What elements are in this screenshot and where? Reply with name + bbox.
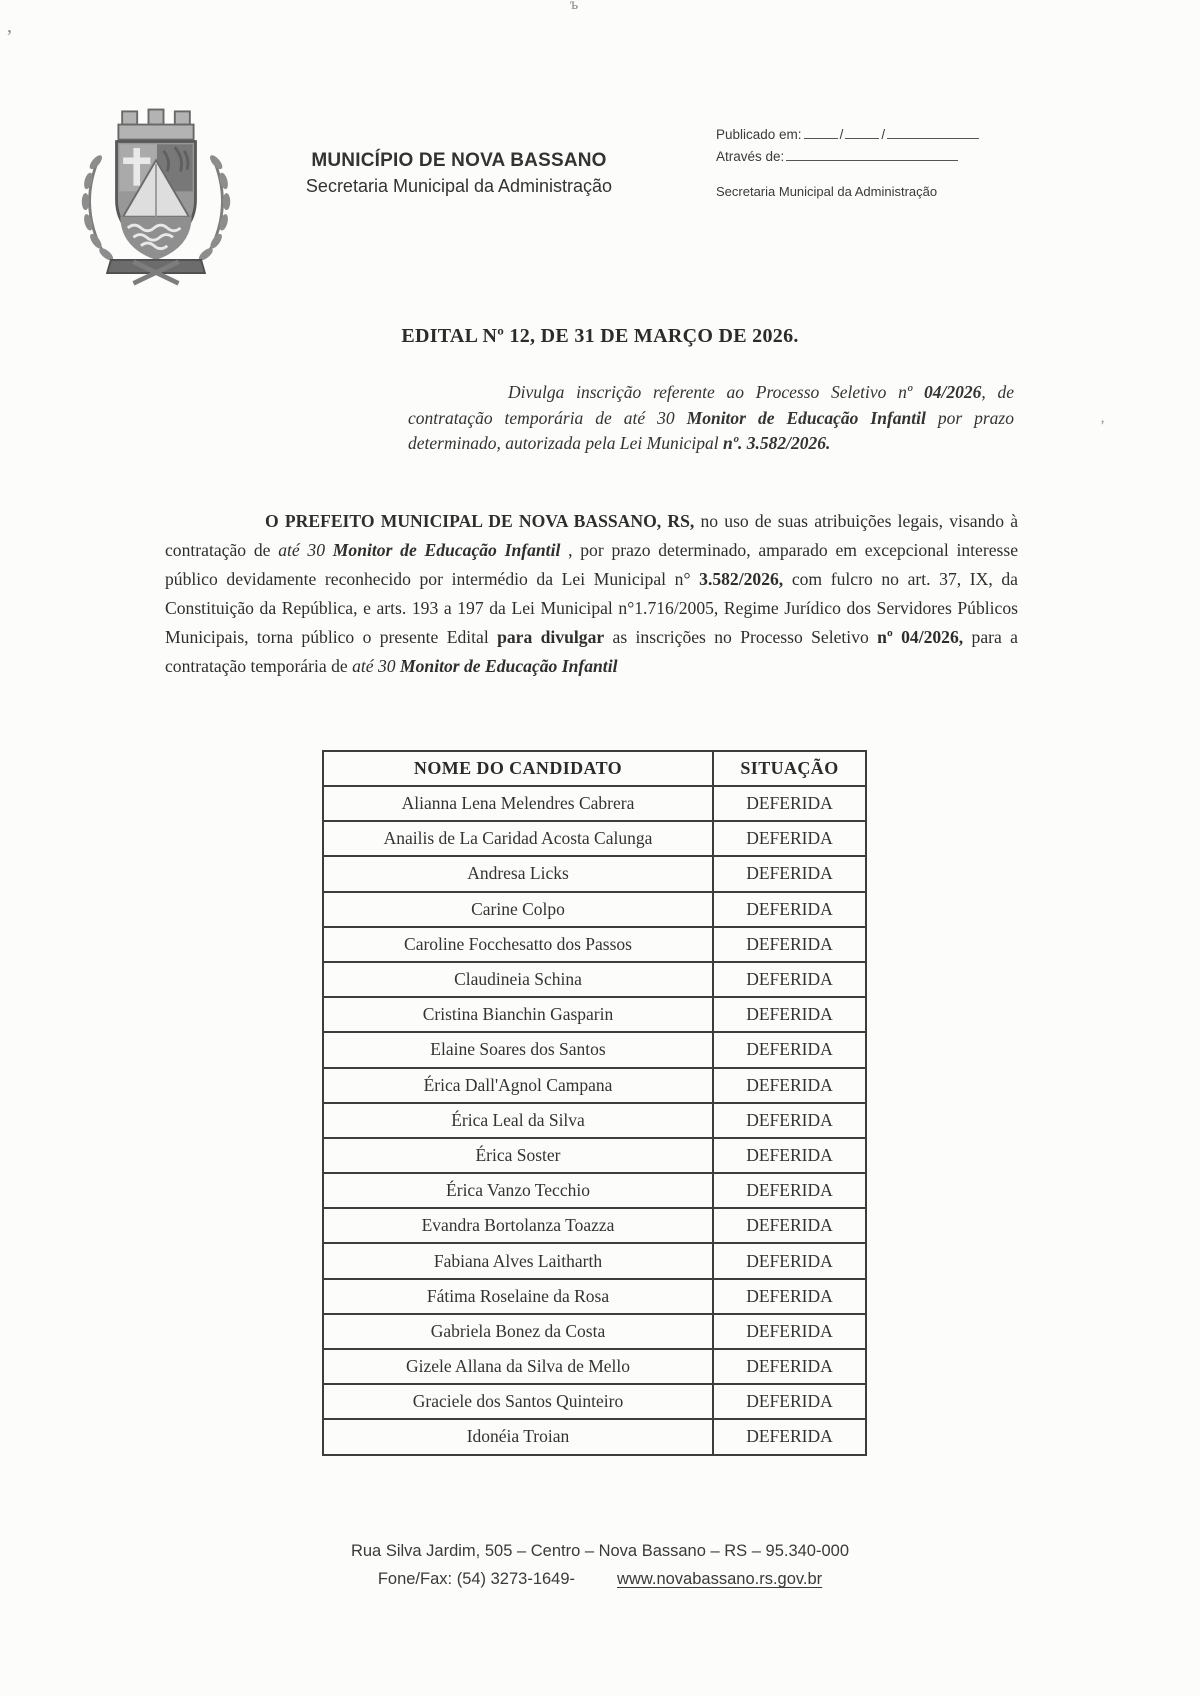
table-row [323,1384,866,1419]
table-row [323,1103,866,1138]
table-row [323,1068,866,1103]
summary-text: , de contratação temporária de até 30 [408,382,1014,428]
footer-phone: Fone/Fax: (54) 3273-1649- [377,1570,576,1588]
org-department: Secretaria Municipal da Administração [305,176,613,196]
candidate-status: DEFERIDA [713,1032,866,1067]
footer-address: Rua Silva Jardim, 505 – Centro – Nova Bassano – RS – 95.340-000 [350,1542,850,1560]
candidate-status: DEFERIDA [713,892,866,927]
body-purpose: para divulgar [497,627,605,647]
date-slash: / [881,127,886,142]
candidate-name: Elaine Soares dos Santos [323,1032,713,1067]
candidate-status: DEFERIDA [713,962,866,997]
table-row [323,1349,866,1384]
table-row [323,1243,866,1278]
candidate-name: Gizele Allana da Silva de Mello [323,1349,713,1384]
table-row [323,927,866,962]
candidate-name: Anailis de La Caridad Acosta Calunga [323,821,713,856]
table-row [323,821,866,856]
blank-day-line [804,125,838,139]
page-footer [0,1542,1200,1589]
candidate-status: DEFERIDA [713,1068,866,1103]
date-slash: / [839,127,844,142]
candidate-status: DEFERIDA [713,997,866,1032]
candidate-status: DEFERIDA [713,1173,866,1208]
candidate-name: Graciele dos Santos Quinteiro [323,1384,713,1419]
candidate-name: Fabiana Alves Laitharth [323,1243,713,1278]
candidate-name: Cristina Bianchin Gasparin [323,997,713,1032]
candidate-status: DEFERIDA [713,1419,866,1454]
candidate-status: DEFERIDA [713,856,866,891]
summary-law-number: nº. 3.582/2026. [722,433,831,453]
letterhead [258,150,660,197]
candidate-name: Andresa Licks [323,856,713,891]
candidate-status: DEFERIDA [713,1349,866,1384]
summary-position: Monitor de Educação Infantil [686,407,926,428]
candidate-status: DEFERIDA [713,1279,866,1314]
candidate-status: DEFERIDA [713,1384,866,1419]
through-label: Através de: [716,149,785,164]
through-row [716,146,996,168]
candidate-name: Caroline Focchesatto dos Passos [323,927,713,962]
blank-year-line [887,125,979,139]
table-row [323,786,866,821]
candidate-status: DEFERIDA [713,1243,866,1278]
footer-contact-row [0,1570,1200,1589]
table-row [323,1138,866,1173]
summary-process-number: 04/2026 [924,382,982,402]
table-row [323,856,866,891]
body-text: com fulcro no art. 37, IX, da Constituição da República, e arts. 193 a 197 da Lei Municipal n°1.716/2005, Regime Jurídico dos Servidores Públicos Municipais, torna público o presente Edital [165,569,1018,647]
body-quantity: até 30 [278,540,333,560]
table-row [323,1314,866,1349]
candidate-name: Érica Vanzo Tecchio [323,1173,713,1208]
body-text: no uso de suas atribuições legais, visando à contratação de [165,511,1019,560]
candidate-name: Érica Soster [323,1138,713,1173]
candidate-status: DEFERIDA [713,786,866,821]
candidate-name: Érica Leal da Silva [323,1103,713,1138]
org-name: MUNICÍPIO DE NOVA BASSANO [311,150,607,171]
table-row [323,1173,866,1208]
candidate-name: Evandra Bortolanza Toazza [323,1208,713,1243]
table-row [323,1279,866,1314]
coat-of-arms-logo [60,102,252,290]
body-position: Monitor de Educação Infantil [399,656,618,676]
edict-title: EDITAL Nº 12, DE 31 DE MARÇO DE 2026. [401,325,799,347]
candidate-status: DEFERIDA [713,1314,866,1349]
col-header-candidate-name: NOME DO CANDIDATO [323,751,713,786]
candidate-name: Gabriela Bonez da Costa [323,1314,713,1349]
blank-through-line [786,147,958,161]
published-on-label: Publicado em: [716,127,802,142]
candidates-table [322,750,867,1456]
publication-block [716,124,996,199]
summary-text: por prazo determinado, autorizada pela Lei Municipal [408,407,1014,453]
candidate-status: DEFERIDA [713,1138,866,1173]
coat-of-arms-graphic [60,102,252,290]
candidate-name: Alianna Lena Melendres Cabrera [323,786,713,821]
edict-body [165,507,1018,681]
body-text: as inscrições no Processo Seletivo [604,627,878,647]
mayor-heading: O PREFEITO MUNICIPAL DE NOVA BASSANO, RS, [265,511,695,531]
candidate-status: DEFERIDA [713,1208,866,1243]
candidate-status: DEFERIDA [713,927,866,962]
blank-month-line [845,125,879,139]
scan-artifact: ’ [6,26,13,48]
body-quantity: até 30 [352,656,400,676]
table-row [323,1419,866,1454]
body-process-number: nº 04/2026, [877,627,964,647]
candidate-status: DEFERIDA [713,1103,866,1138]
published-on-row [716,124,996,146]
table-row [323,1208,866,1243]
body-position: Monitor de Educação Infantil [332,540,561,560]
body-text: , por prazo determinado, amparado em excepcional interesse público devidamente reconhecido por intermédio da Lei Municipal n° [165,540,1019,589]
edict-summary [408,380,1014,457]
scan-artifact: ъ [570,0,579,13]
footer-website-link[interactable]: www.novabassano.rs.gov.br [617,1570,823,1588]
table-header-row [323,751,866,786]
col-header-status: SITUAÇÃO [713,751,866,786]
candidate-name: Claudineia Schina [323,962,713,997]
candidate-name: Carine Colpo [323,892,713,927]
table-row [323,997,866,1032]
body-text: para a contratação temporária de [165,627,1018,676]
scan-artifact: ’ [1100,418,1105,434]
summary-text: Divulga inscrição referente ao Processo Seletivo nº [508,382,924,402]
candidate-name: Érica Dall'Agnol Campana [323,1068,713,1103]
table-row [323,962,866,997]
candidate-status: DEFERIDA [713,821,866,856]
candidate-name: Fátima Roselaine da Rosa [323,1279,713,1314]
candidate-name: Idonéia Troian [323,1419,713,1454]
table-row [323,1032,866,1067]
stamp-department: Secretaria Municipal da Administração [716,184,938,199]
body-law-number: 3.582/2026, [699,569,784,589]
table-row [323,892,866,927]
